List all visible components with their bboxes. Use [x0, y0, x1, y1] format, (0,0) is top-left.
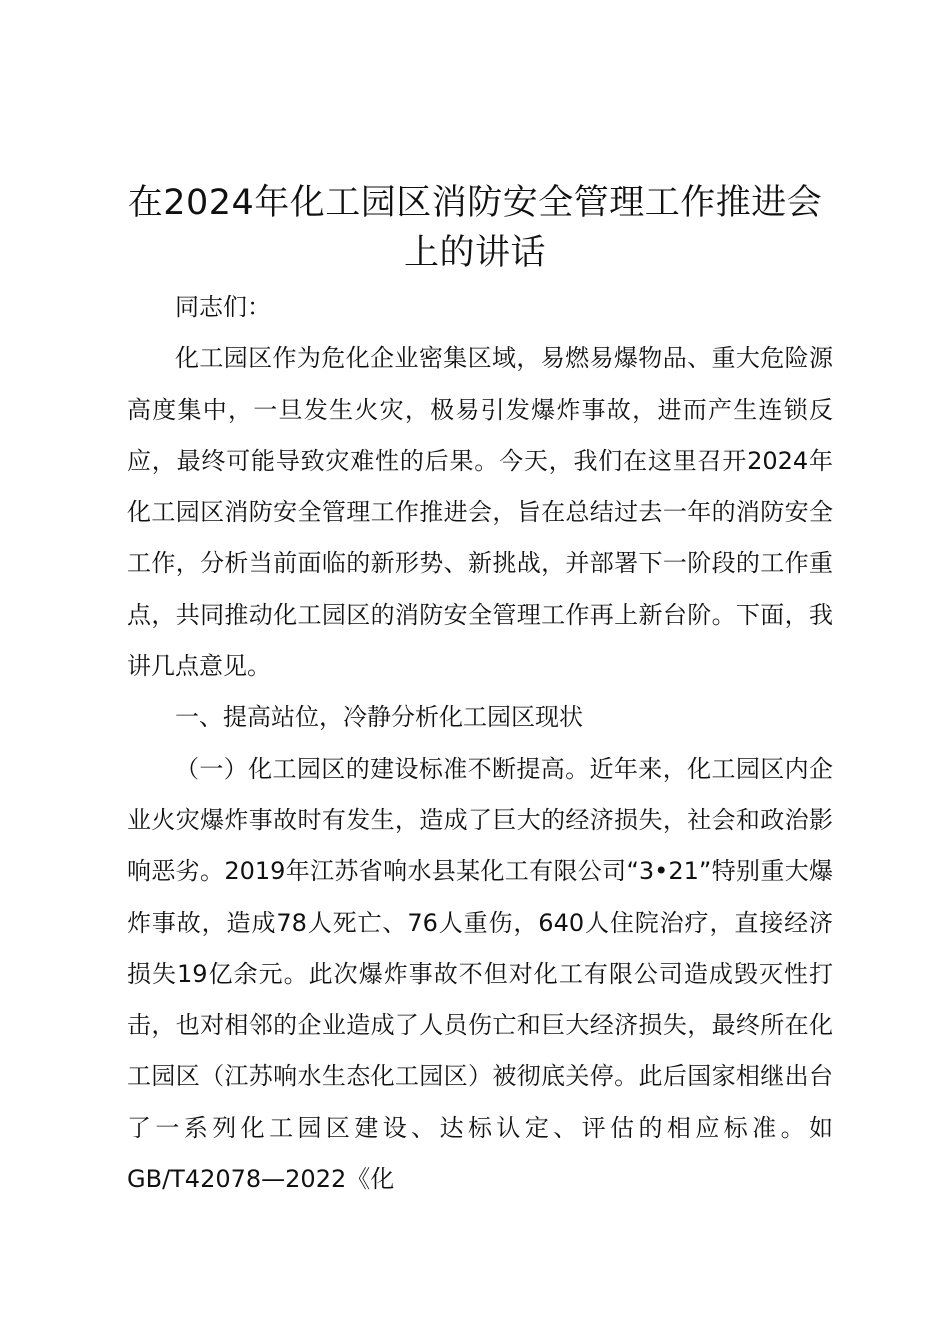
salutation: 同志们： [175, 293, 271, 321]
document-body [127, 282, 833, 1205]
paragraph-subsection-1: （一）化工园区的建设标准不断提高。近年来，化工园区内企业火灾爆炸事故时有发生，造成了巨大的经济损失，社会和政治影响恶劣。2019年江苏省响水县某化工有限公司“3•21”特别重大爆炸事故，造成78人死亡、76人重伤，640人住院治疗，直接经济损失19亿余元。此次爆炸事故不但对化工有限公司造成毁灭性打击，也对相邻的企业造成了人员伤亡和巨大经济损失，最终所在化工园区（江苏响水生态化工园区）被彻底关停。此后国家相继出台了一系列化工园区建设、达标认定、评估的相应标准。如GB/T42078—2022《化 [127, 754, 833, 1194]
document-title: 在2024年化工园区消防安全管理工作推进会上的讲话 [127, 183, 823, 273]
section-heading: 一、提高站位，冷静分析化工园区现状 [175, 703, 583, 732]
paragraph-intro: 化工园区作为危化企业密集区域，易燃易爆物品、重大危险源高度集中，一旦发生火灾，极易引发爆炸事故，进而产生连锁反应，最终可能导致灾难性的后果。今天，我们在这里召开2024年化工园区消防安全管理工作推进会，旨在总结过去一年的消防安全工作，分析当前面临的新形势、新挑战，并部署下一阶段的工作重点，共同推动化工园区的消防安全管理工作再上新台阶。下面，我讲几点意见。 [127, 344, 833, 681]
